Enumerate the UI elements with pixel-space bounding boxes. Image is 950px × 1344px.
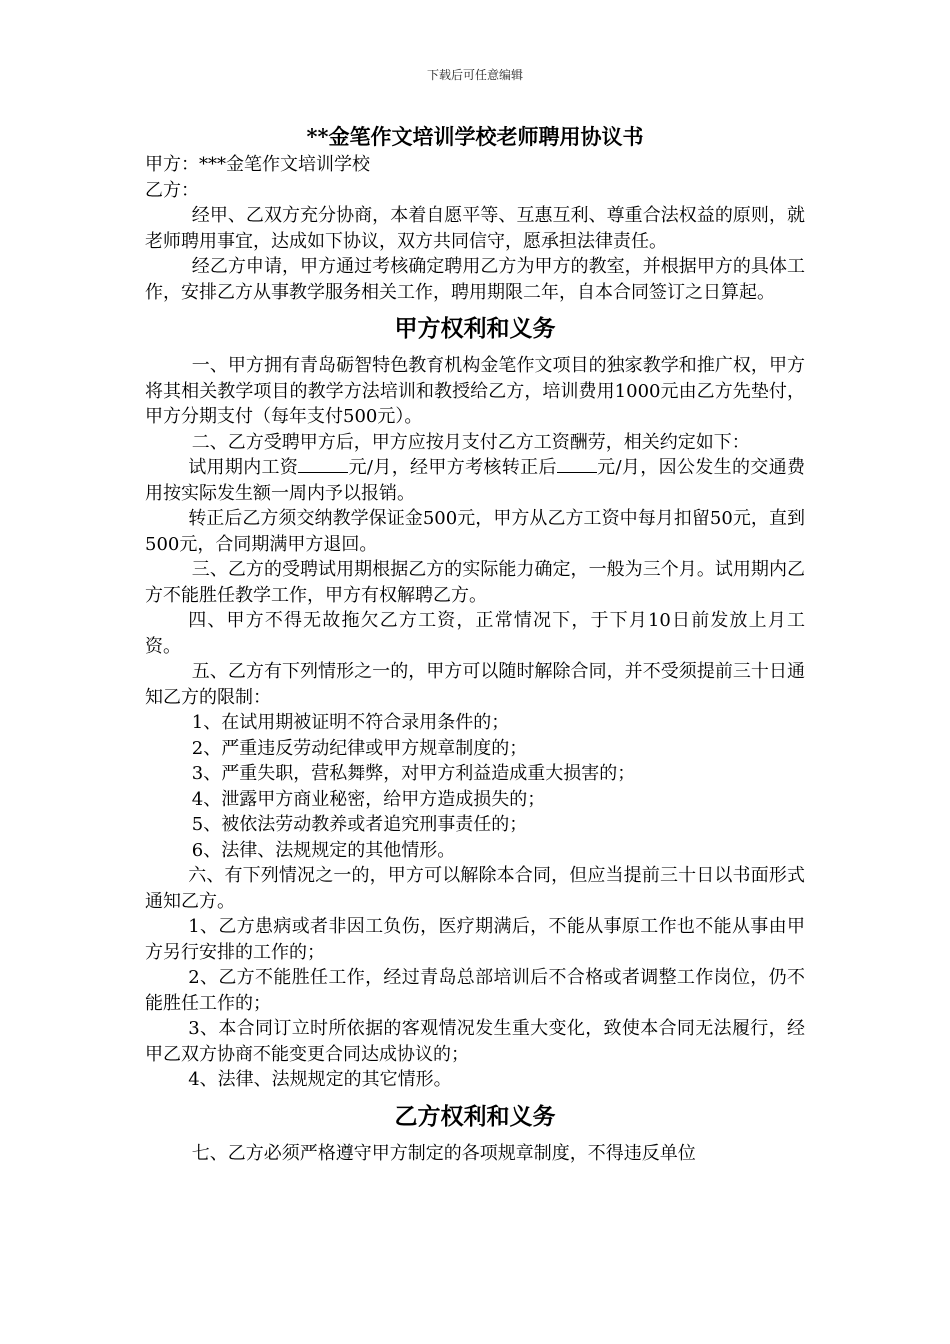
- clause-7: 七、乙方必须严格遵守甲方制定的各项规章制度，不得违反单位: [191, 1142, 696, 1164]
- salary-terms: [145, 455, 805, 506]
- list-item: 1、在试用期被证明不符合录用条件的；: [191, 712, 510, 733]
- section-title-party-b: 乙方权利和义务: [394, 1102, 556, 1130]
- clause-6: 六、有下列情况之一的，甲方可以解除本合同，但应当提前三十日以书面形式通知乙方。: [145, 865, 805, 912]
- list-item: 2、严重违反劳动纪律或甲方规章制度的；: [191, 737, 528, 759]
- document-body: [145, 122, 805, 1166]
- salary-text-3: 元/月，因公发生的交通费用按实际发生额一周内予以报销。: [145, 457, 805, 504]
- intro-paragraph-1: 经甲、乙双方充分协商，本着自愿平等、互惠互利、尊重合法权益的原则，就老师聘用事宜，达成如下协议，双方共同信守，愿承担法律责任。: [145, 205, 805, 252]
- list-item: 4、法律、法规规定的其它情形。: [188, 1069, 452, 1090]
- clause-2: 二、乙方受聘甲方后，甲方应按月支付乙方工资酬劳，相关约定如下：: [191, 431, 750, 453]
- list-item: 3、严重失职，营私舞弊，对甲方利益造成重大损害的；: [191, 763, 636, 784]
- list-item: 6、法律、法规规定的其他情形。: [191, 839, 456, 861]
- party-a: 甲方：***金笔作文培训学校: [145, 154, 370, 175]
- section-title-party-a: 甲方权利和义务: [394, 315, 556, 342]
- deposit-terms: 转正后乙方须交纳教学保证金500元，甲方从乙方工资中每月扣留50元，直到500元，合同期满甲方退回。: [145, 508, 805, 555]
- probation-salary-blank[interactable]: [298, 456, 348, 473]
- clause-5: 五、乙方有下列情形之一的，甲方可以随时解除合同，并不受须提前三十日通知乙方的限制：: [145, 661, 805, 708]
- list-item: 4、泄露甲方商业秘密，给甲方造成损失的；: [191, 788, 546, 810]
- clause-3: 三、乙方的受聘试用期根据乙方的实际能力确定，一般为三个月。试用期内乙方不能胜任教学工作，甲方有权解聘乙方。: [145, 559, 805, 606]
- clause-4: 四、甲方不得无故拖欠乙方工资，正常情况下，于下月10日前发放上月工资。: [145, 610, 805, 657]
- intro-paragraph-2: 经乙方申请，甲方通过考核确定聘用乙方为甲方的教室，并根据甲方的具体工作，安排乙方从事教学服务相关工作，聘用期限二年，自本合同签订之日算起。: [145, 256, 805, 303]
- salary-text-2: 元/月，经甲方考核转正后: [348, 457, 557, 478]
- regular-salary-blank[interactable]: [557, 456, 597, 473]
- list-item: 2、乙方不能胜任工作，经过青岛总部培训后不合格或者调整工作岗位，仍不能胜任工作的；: [145, 967, 805, 1014]
- list-item: 1、乙方患病或者非因工负伤，医疗期满后，不能从事原工作也不能从事由甲方另行安排的工作的；: [145, 916, 805, 963]
- document-title: **金笔作文培训学校老师聘用协议书: [306, 124, 644, 149]
- list-item: 3、本合同订立时所依据的客观情况发生重大变化，致使本合同无法履行，经甲乙双方协商不能变更合同达成协议的；: [145, 1018, 805, 1065]
- list-item: 5、被依法劳动教养或者追究刑事责任的；: [191, 814, 528, 835]
- salary-text-1: 试用期内工资: [188, 457, 299, 478]
- page-header-note: 下载后可任意编辑: [426, 68, 523, 82]
- party-b: 乙方：: [145, 179, 199, 201]
- clause-1: 一、甲方拥有青岛砺智特色教育机构金笔作文项目的独家教学和推广权，甲方将其相关教学项目的教学方法培训和教授给乙方，培训费用1000元由乙方先垫付，甲方分期支付（每年支付500元）。: [145, 355, 805, 427]
